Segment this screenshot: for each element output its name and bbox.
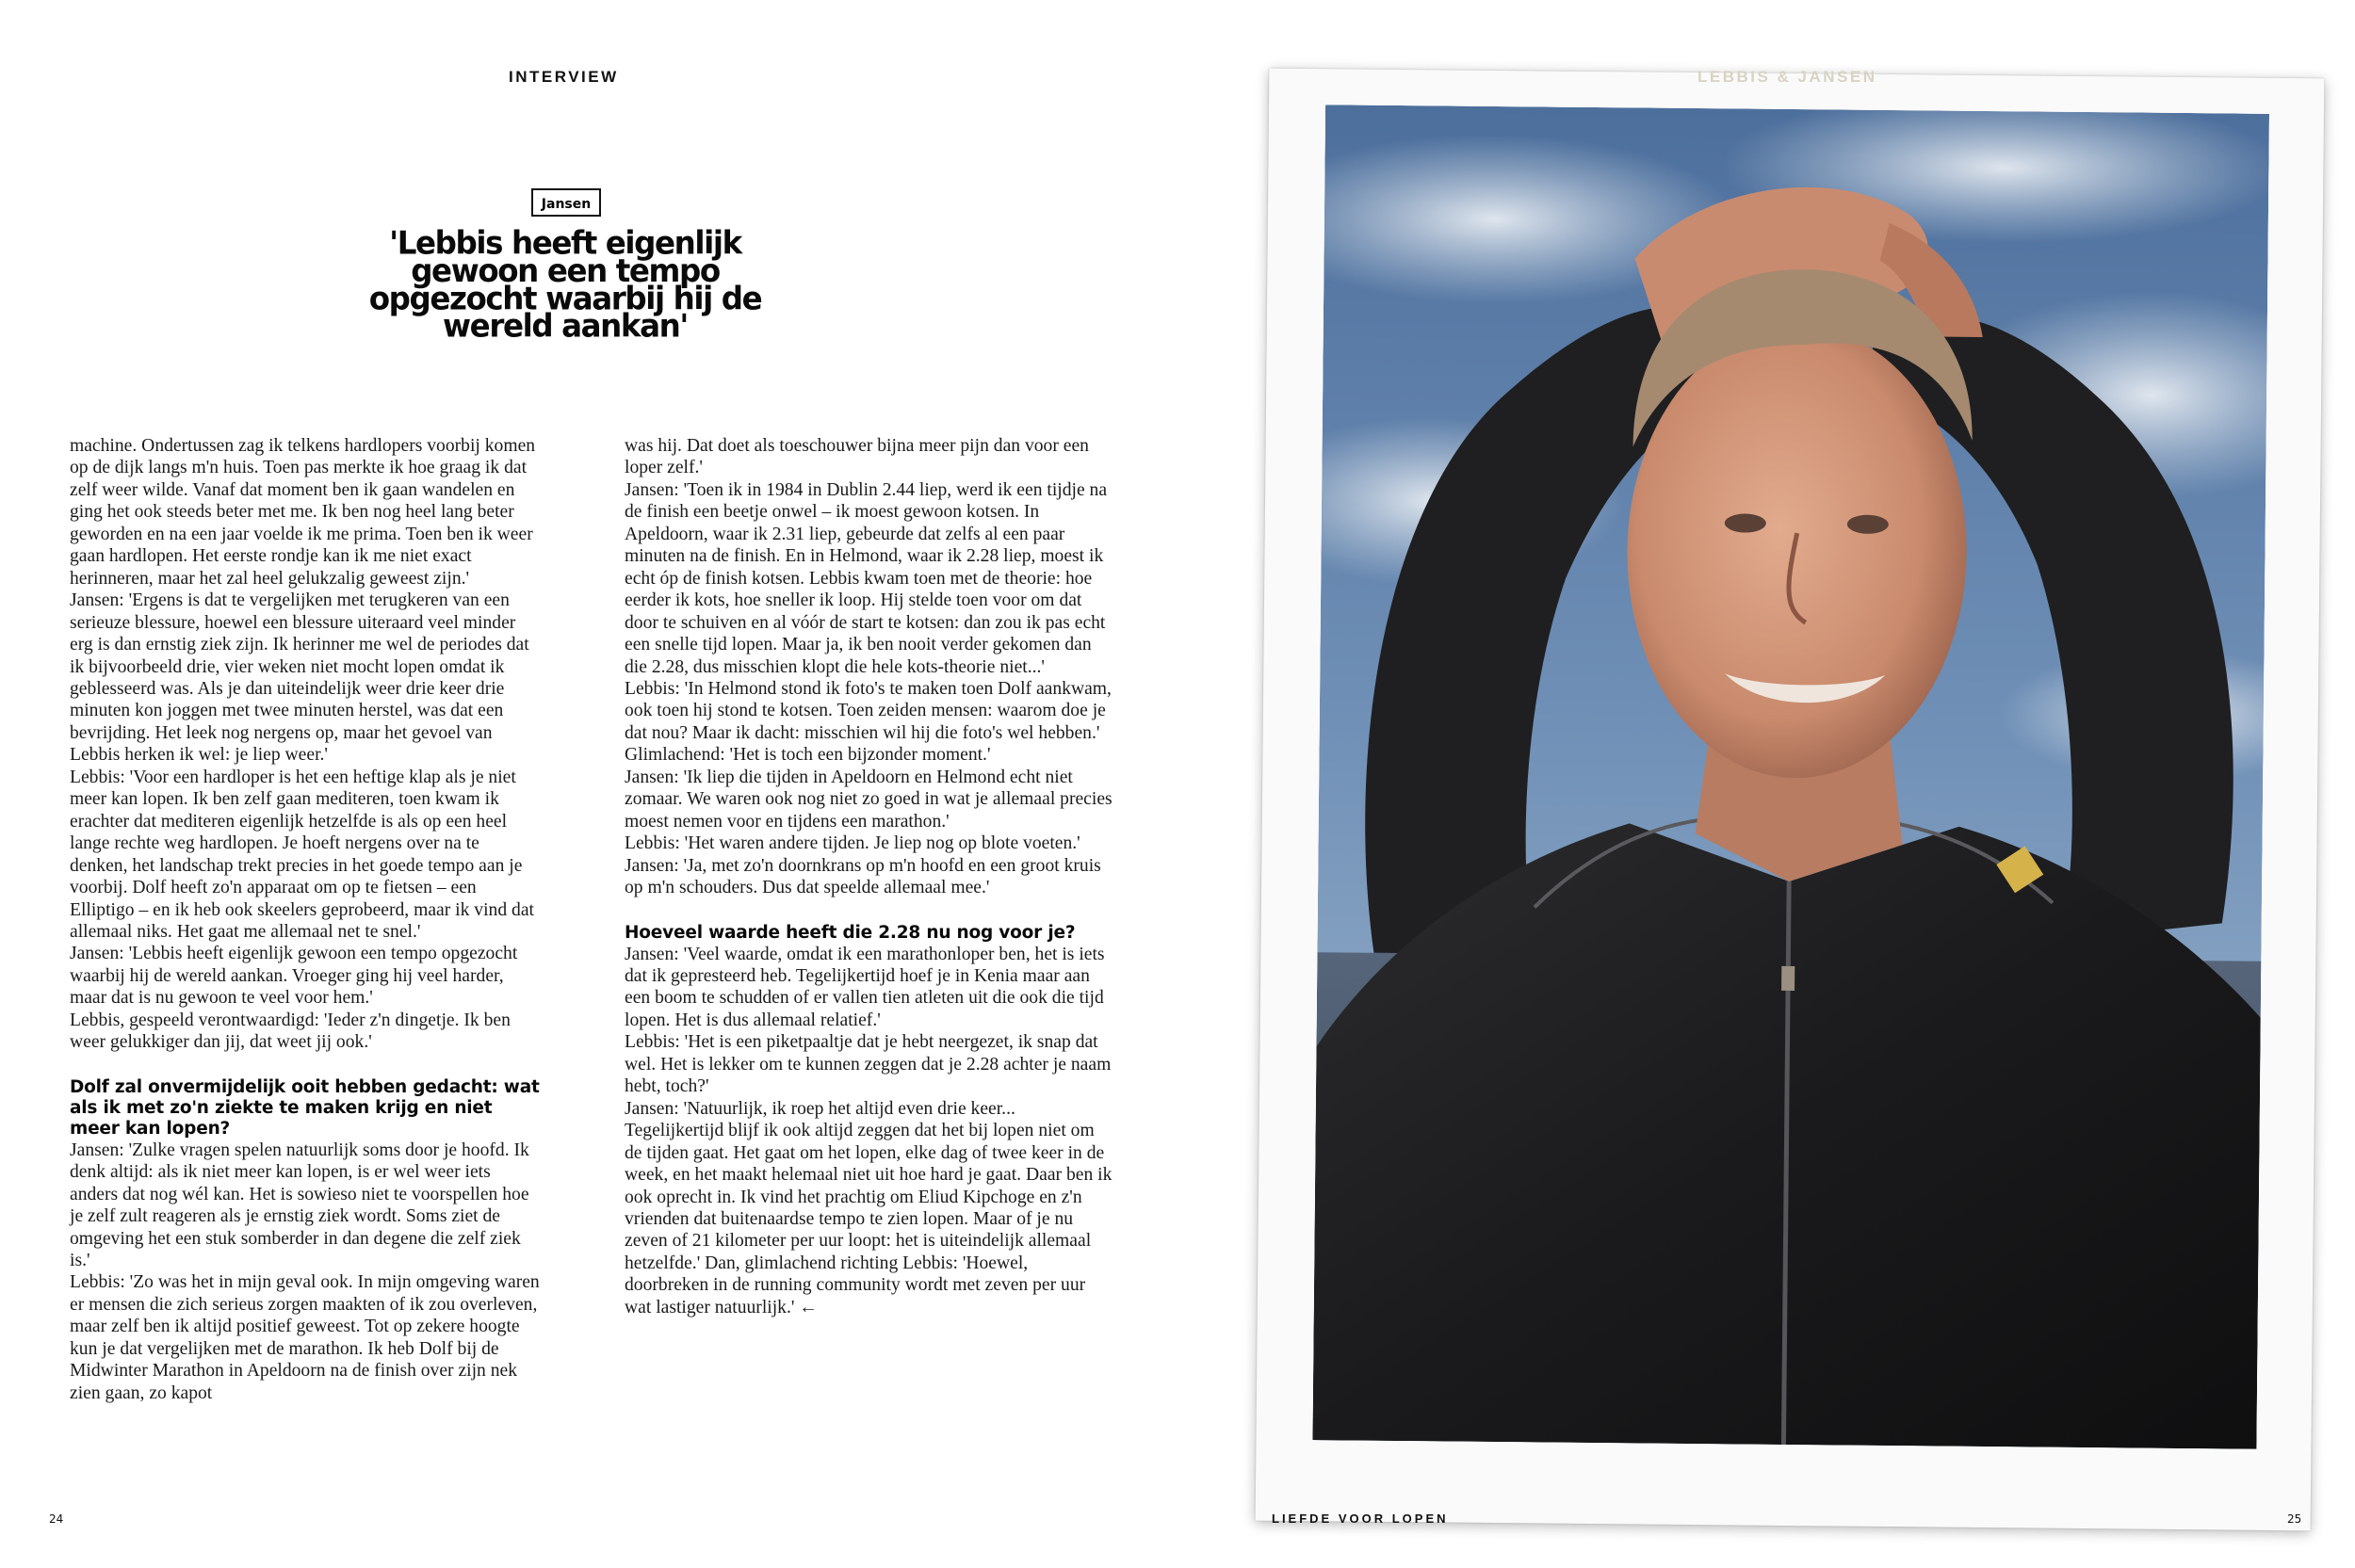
pull-quote: 'Lebbis heeft eigenlijk gewoon een tempo opgezocht waarbij hij de wereld aankan': [368, 223, 762, 346]
text-column-1: [70, 435, 541, 1404]
portrait-photo-frame: [1256, 69, 2325, 1531]
page-number-left: 24: [49, 1512, 64, 1526]
interview-question: Hoeveel waarde heeft die 2.28 nu nog voor je?: [625, 922, 1076, 943]
speaker-tag: Jansen: [531, 188, 601, 217]
section-label-right: LEBBIS & JANSEN: [1697, 68, 1877, 86]
paragraph: Jansen: 'Natuurlijk, ik roep het altijd even drie keer... Tegelijkertijd blijf ik ook altijd zeggen dat het bij lopen niet om de tijden gaat. Het gaat om het lopen, elke dag of twee keer in de week, en het maakt helemaal niet uit hoe hard je gaat. Daar ben ik ook oprecht in. Ik vind het prachtig om Eliud Kipchoge en z'n vrienden dat buitenaardse tempo te zien lopen. Maar of je nu zeven of 21 kilometer per uur loopt: het is uiteindelijk allemaal hetzelfde.' Dan, glimlachend richting Lebbis: 'Hoewel, doorbreken in de running community wordt met zeven per uur wat lastiger natuurlijk.' ←: [625, 1098, 1113, 1317]
paragraph: Jansen: 'Ergens is dat te vergelijken met terugkeren van een serieuze blessure, hoewel een blessure uiteraard veel minder erg is dan ernstig ziek zijn. Ik herinner me wel de periodes dat ik bijvoorbeeld drie, vier weken niet mocht lopen omdat ik geblesseerd was. Als je dan uiteindelijk weer drie keer drie minuten kon joggen met twee minuten herstel, was dat een bevrijding. Het leek nog nergens op, maar het gevoel van Lebbis herken ik wel: je liep weer.': [70, 590, 529, 766]
portrait-illustration: [1312, 105, 2269, 1449]
paragraph: Jansen: 'Ik liep die tijden in Apeldoorn en Helmond echt niet zomaar. We waren ook nog niet zo goed in wat je allemaal precies moest nemen voor en tijdens een marathon.': [625, 767, 1113, 832]
paragraph: Lebbis: 'Voor een hardloper is het een heftige klap als je niet meer kan lopen. Ik ben zelf gaan mediteren, toen kwam ik erachter dat mediteren eigenlijk hetzelfde is als op een heel lange rechte weg hardlopen. Je hoeft nergens over na te denken, het landschap trekt precies in het goede tempo aan je voorbij. Dolf heeft zo'n apparaat om op te fietsen – een Elliptigo – en ik heb ook skeelers geprobeerd, maar ik vind dat allemaal niks. Het gaat me allemaal net te snel.': [70, 767, 534, 942]
section-label: INTERVIEW: [509, 68, 619, 86]
paragraph: Jansen: 'Lebbis heeft eigenlijk gewoon een tempo opgezocht waarbij hij de wereld aankan. Vroeger ging hij veel harder, maar dat is nu gewoon te veel voor hem.': [70, 944, 518, 1009]
text-column-2: [625, 435, 1114, 1318]
paragraph: was hij. Dat doet als toeschouwer bijna meer pijn dan voor een loper zelf.': [625, 436, 1089, 478]
page-number-right: 25: [2287, 1512, 2302, 1526]
paragraph: Jansen: 'Veel waarde, omdat ik een marathonloper ben, het is iets dat ik gepresteerd heb. Tegelijkertijd hoef je in Kenia maar aan een boom te schudden of er vallen tien atleten uit die ook die tijd lopen. Het is dus allemaal relatief.': [625, 944, 1105, 1030]
paragraph: Lebbis: 'In Helmond stond ik foto's te maken toen Dolf aankwam, ook toen hij stond te kotsen. Toen zeiden mensen: waarom doe je dat nou? Maar ik dacht: misschien wil hij die foto's wel hebben.' Glimlachend: 'Het is toch een bijzonder moment.': [625, 678, 1112, 766]
paragraph: Lebbis, gespeeld verontwaardigd: 'Ieder z'n dingetje. Ik ben weer gelukkiger dan jij, dat weet jij ook.': [70, 1010, 511, 1053]
paragraph: Jansen: 'Toen ik in 1984 in Dublin 2.44 liep, werd ik een tijdje na de finish een beetje onwel – ik moest gewoon kotsen. In Apeldoorn, waar ik 2.31 liep, gebeurde dat zelfs al een paar minuten na de finish. En in Helmond, waar ik 2.28 liep, moest ik echt óp de finish kotsen. Lebbis kwam toen met de theorie: hoe eerder ik kots, hoe sneller ik loop. Hij stelde toen voor om dat door te schuiven en al vóór de start te kotsen: dan zou ik pas echt een snelle tijd lopen. Maar ja, ik ben nooit verder gekomen dan die 2.28, dus misschien klopt die hele kots-theorie niet...': [625, 479, 1108, 677]
magazine-name: LIEFDE VOOR LOPEN: [1272, 1511, 1449, 1526]
paragraph: Lebbis: 'Het is een piketpaaltje dat je hebt neergezet, ik snap dat wel. Het is lekker om te kunnen zeggen dat je 2.28 achter je naam hebt, toch?': [625, 1032, 1112, 1097]
portrait-photo: [1312, 105, 2269, 1449]
paragraph: Lebbis: 'Zo was het in mijn geval ook. In mijn omgeving waren er mensen die zich serieus zorgen maakten of ik zou overleven, maar zelf ben ik altijd positief geweest. Tot op zekere hoogte kun je dat vergelijken met de marathon. Ik heb Dolf bij de Midwinter Marathon in Apeldoorn na de finish over zijn nek zien gaan, zo kapot: [70, 1272, 540, 1403]
paragraph: machine. Ondertussen zag ik telkens hardlopers voorbij komen op de dijk langs m'n huis. Toen pas merkte ik hoe graag ik dat zelf weer wilde. Vanaf dat moment ben ik gaan wandelen en ging het ook steeds beter met me. Ik ben nog heel lang beter geworden en na een jaar voelde ik me prima. Toen ben ik weer gaan hardlopen. Het eerste rondje kan ik me niet exact herinneren, maar het zal heel gelukzalig geweest zijn.': [70, 436, 536, 589]
paragraph: Lebbis: 'Het waren andere tijden. Je liep nog op blote voeten.': [625, 833, 1080, 854]
interview-question: Dolf zal onvermijdelijk ooit hebben gedacht: wat als ik met zo'n ziekte te maken krijg en niet meer kan lopen?: [70, 1076, 540, 1139]
paragraph: Jansen: 'Ja, met zo'n doornkrans op m'n hoofd en een groot kruis op m'n schouders. Dus dat speelde allemaal mee.': [625, 855, 1101, 898]
paragraph: Jansen: 'Zulke vragen spelen natuurlijk soms door je hoofd. Ik denk altijd: als ik niet meer kan lopen, is er wel weer iets anders dat nog wél kan. Het is sowieso niet te voorspellen hoe je zelf zult reageren als je ernstig ziek wordt. Soms ziet de omgeving het een stuk somberder in dan degene die zelf ziek is.': [70, 1140, 529, 1270]
